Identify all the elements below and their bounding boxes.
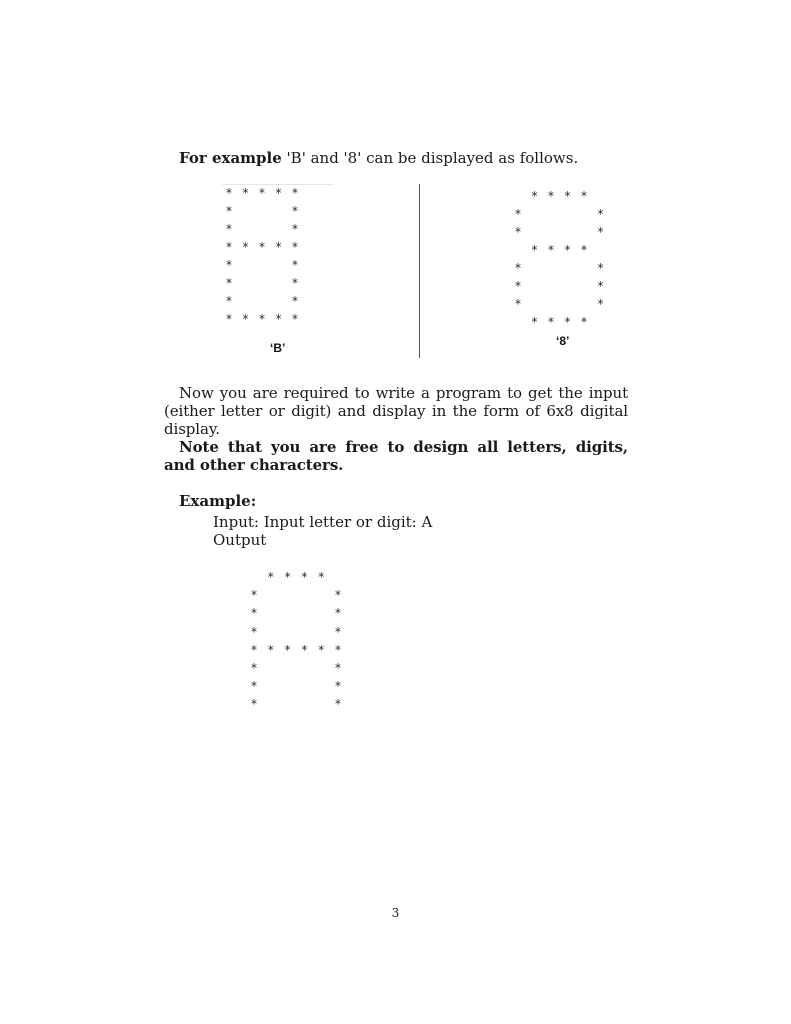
example-output-star: * [335,624,341,639]
figure-b-star: * [226,204,232,218]
figure-b-star: * [226,276,232,290]
figure-eight-star: * [548,189,554,203]
example-output-label: Output [213,531,267,549]
example-output-star: * [267,570,274,584]
figure-eight-star: * [548,315,554,329]
figure-eight-star: * [548,243,554,257]
example-output-star: * [301,570,308,584]
figure-b-star: * [226,240,232,254]
figure-eight-star: * [515,225,521,239]
example-output-star: * [335,679,341,694]
figure-b-star: * [292,204,298,218]
figure-b-star: * [242,312,249,326]
figure-b-caption: ‘B’ [270,341,286,355]
figure-eight-star: * [564,315,571,329]
figure-b-star: * [275,186,282,200]
figure-b-star: * [226,312,232,326]
intro-line [179,149,578,167]
figure-eight-star: * [564,189,571,203]
example-output-star: * [335,606,341,621]
example-output-star: * [335,697,341,712]
figure-eight-star: * [597,279,604,293]
example-output-star: * [301,642,308,657]
figure-eight-star: * [531,189,538,203]
example-output-star: * [251,679,257,694]
figure-eight-star: * [515,297,521,311]
figure-eight-star: * [515,261,521,275]
figure-eight-star: * [515,207,521,221]
figure-eight-star: * [515,279,521,293]
example-output-star: * [251,697,257,712]
figure-b-star: * [292,294,298,308]
page-number: 3 [391,906,400,920]
intro-rest: 'B' and '8' can be displayed as follows. [281,149,579,167]
figure-b-star: * [292,312,298,326]
figure-b-star: * [259,312,265,326]
example-output-star: * [251,661,257,675]
example-heading: Example: [179,492,257,510]
figure-eight-star: * [531,315,538,329]
example-output-star: * [267,642,274,657]
figure-b-star: * [259,240,265,254]
figure-b-star: * [226,294,232,308]
figure-top-rule [222,184,334,185]
figure-b-star: * [292,240,298,254]
figure-b-star: * [226,186,232,200]
figure-b-star: * [242,240,249,254]
figure-eight-star: * [581,315,587,329]
example-output-star: * [335,588,341,603]
figure-b-star: * [275,312,282,326]
figure-b-star: * [242,186,249,200]
example-output-star: * [318,642,325,657]
example-output-star: * [335,642,341,657]
figure-b-star: * [292,258,298,272]
figure-eight-caption: ‘8’ [556,334,570,348]
figure-b-star: * [226,222,232,236]
figure-b-star: * [292,222,298,236]
figure-b-star: * [292,276,298,290]
example-output-star: * [251,624,257,639]
example-output-star: * [318,570,325,584]
figure-eight-star: * [564,243,571,257]
instructions-paragraph: Now you are required to write a program to get the input (either letter or digit) and display in the form of 6x8 digital display. [164,384,628,438]
note-paragraph: Note that you are free to design all letters, digits, and other characters. [164,438,628,474]
example-output-star: * [251,606,257,621]
example-input-line: Input: Input letter or digit: A [213,513,433,531]
intro-lead: For example [179,149,282,167]
figure-eight-star: * [597,225,604,239]
example-output-star: * [251,642,257,657]
figure-eight-star: * [581,189,587,203]
figure-b-star: * [226,258,232,272]
figure-b-star: * [275,240,282,254]
example-output-star: * [284,642,291,657]
example-output-star: * [284,570,291,584]
figure-b-star: * [259,186,265,200]
figure-eight-star: * [597,261,604,275]
figure-divider [419,184,420,358]
example-output-star: * [335,661,341,675]
figure-eight-star: * [597,207,604,221]
figure-b-star: * [292,186,298,200]
figure-eight-star: * [581,243,587,257]
example-output-star: * [251,588,257,603]
figure-eight-star: * [531,243,538,257]
figure-eight-star: * [597,297,604,311]
